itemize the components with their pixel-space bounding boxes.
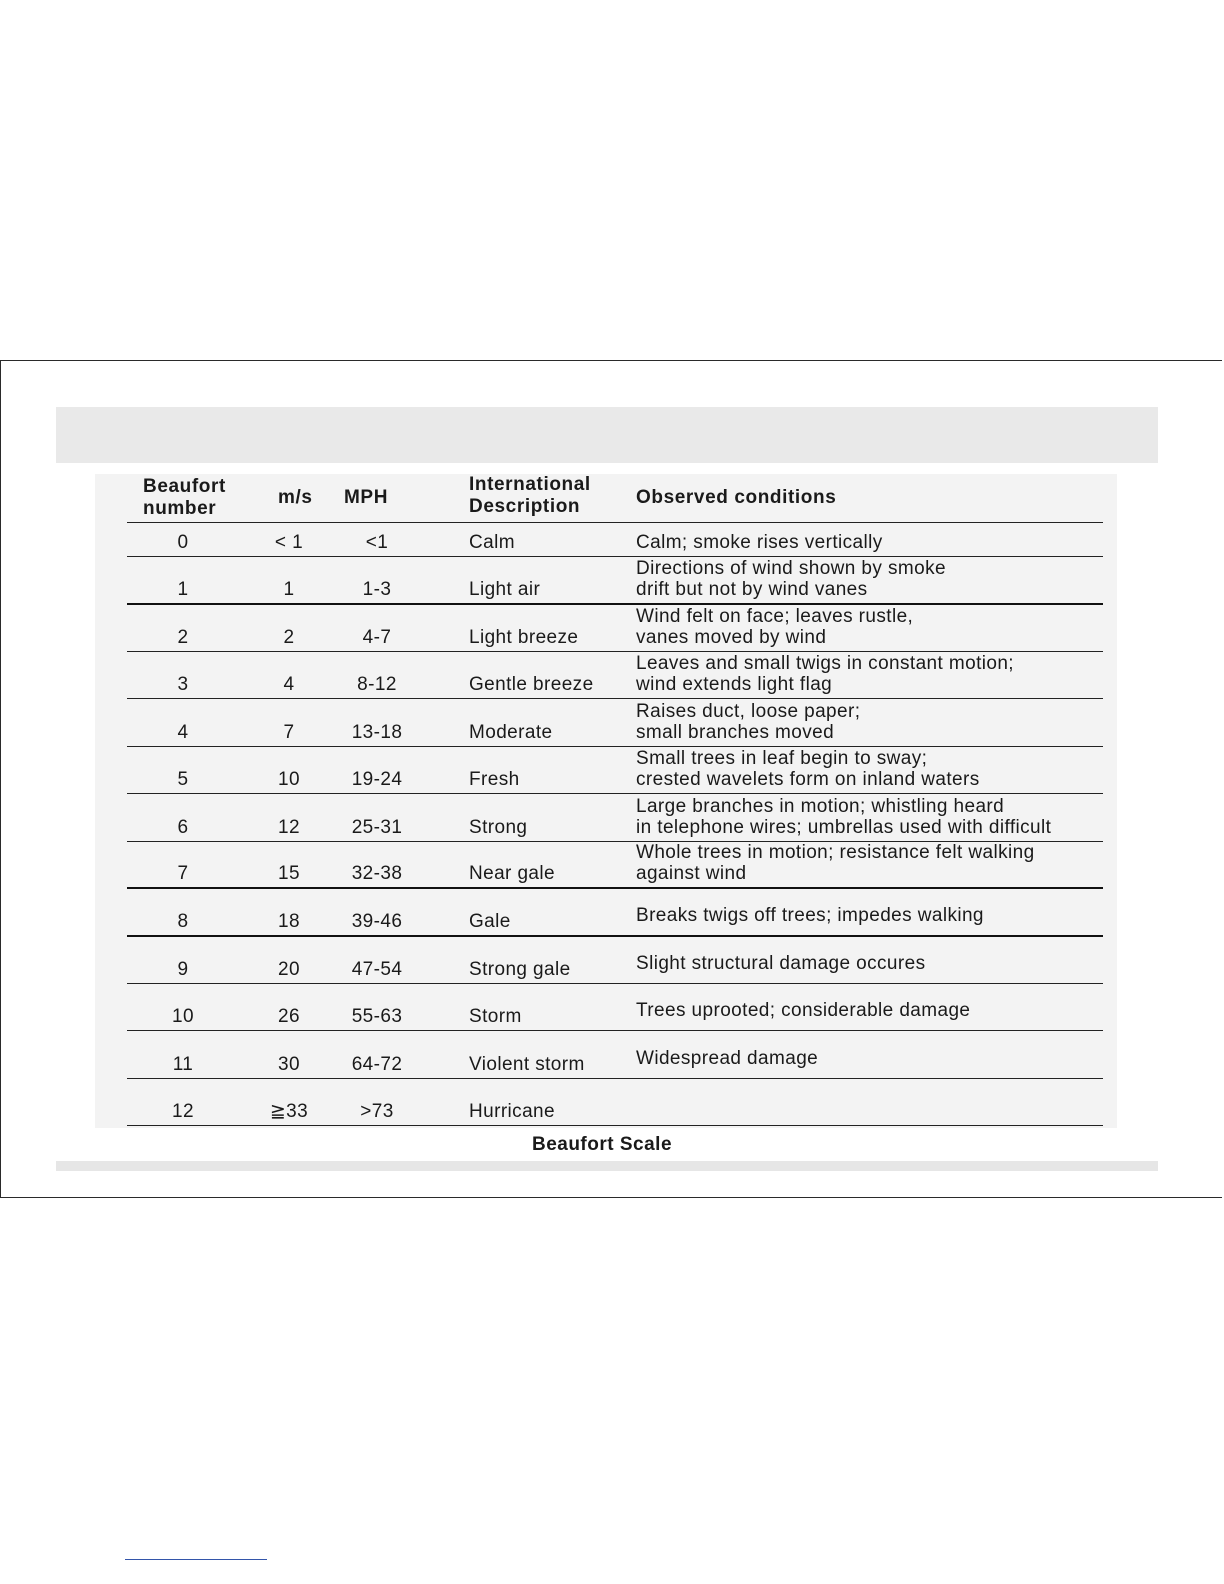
cell-ms: 18 (278, 911, 300, 932)
cell-ms: ≧33 (269, 1101, 309, 1122)
cell-description: Gale (469, 911, 511, 932)
cell-mph: 1-3 (362, 579, 392, 600)
header-observed-conditions: Observed conditions (636, 487, 837, 508)
cell-ms: 4 (283, 674, 295, 695)
cell-mph: <1 (365, 532, 389, 553)
table-row-1 (127, 558, 1103, 605)
cell-ms: 20 (278, 959, 300, 980)
cell-ms: < 1 (274, 532, 304, 553)
table-row-0 (127, 510, 1103, 557)
table-row-12 (127, 1079, 1103, 1126)
cell-beaufort-number: 10 (172, 1006, 194, 1027)
cell-description: Light air (469, 579, 541, 600)
cell-observed: Widespread damage (636, 1048, 819, 1069)
cell-description: Moderate (469, 722, 553, 743)
cell-description: Gentle breeze (469, 674, 594, 695)
cell-description: Near gale (469, 863, 555, 884)
table-row-10 (127, 984, 1103, 1031)
cell-mph: 47-54 (351, 959, 403, 980)
cell-beaufort-number: 6 (177, 817, 189, 838)
cell-ms: 15 (278, 863, 300, 884)
header-beaufort-line1: Beaufort (143, 476, 226, 497)
cell-description: Fresh (469, 769, 520, 790)
cell-beaufort-number: 9 (177, 959, 189, 980)
cell-ms: 10 (278, 769, 300, 790)
table-row-8 (127, 890, 1103, 937)
cell-observed: Breaks twigs off trees; impedes walking (636, 905, 984, 926)
cell-observed: Slight structural damage occures (636, 953, 926, 974)
cell-description: Violent storm (469, 1054, 585, 1075)
observed-line2: drift but not by wind vanes (636, 579, 868, 600)
observed-line1: Small trees in leaf begin to sway; (636, 748, 928, 769)
cell-description: Light breeze (469, 627, 579, 648)
footer-band (56, 1161, 1158, 1171)
cell-ms: 30 (278, 1054, 300, 1075)
header-intl-line1: International (469, 474, 591, 495)
observed-line1: Directions of wind shown by smoke (636, 558, 946, 579)
cell-observed: Trees uprooted; considerable damage (636, 1000, 971, 1021)
observed-line2: vanes moved by wind (636, 627, 827, 648)
cell-beaufort-number: 2 (177, 627, 189, 648)
cell-description: Strong gale (469, 959, 571, 980)
cell-mph: 55-63 (351, 1006, 403, 1027)
cell-description: Calm (469, 532, 515, 553)
cell-description: Strong (469, 817, 528, 838)
cell-beaufort-number: 12 (172, 1101, 194, 1122)
observed-line1: Raises duct, loose paper; (636, 701, 861, 722)
cell-mph: 32-38 (351, 863, 403, 884)
observed-line2: wind extends light flag (636, 674, 833, 695)
table-row-3 (127, 652, 1103, 699)
table-row-6 (127, 795, 1103, 842)
table-row-4 (127, 700, 1103, 747)
cell-mph: 39-46 (351, 911, 403, 932)
header-intl-line2: Description (469, 496, 581, 517)
cell-observed (636, 606, 913, 648)
cell-beaufort-number: 0 (177, 532, 189, 553)
cell-mph: >73 (360, 1101, 394, 1122)
cell-beaufort-number: 11 (172, 1054, 194, 1075)
cell-observed (636, 701, 860, 743)
cell-mph: 13-18 (351, 722, 403, 743)
cell-observed (636, 842, 1035, 884)
cell-observed (636, 796, 1051, 838)
table-row-11 (127, 1032, 1103, 1079)
cell-observed (636, 748, 980, 790)
bottom-link-underline (125, 1559, 267, 1560)
observed-line1: Wind felt on face; leaves rustle, (636, 606, 914, 627)
cell-observed (636, 558, 946, 600)
cell-mph: 4-7 (362, 627, 392, 648)
observed-line2: against wind (636, 863, 747, 884)
cell-beaufort-number: 1 (177, 579, 189, 600)
header-ms: m/s (278, 487, 313, 508)
header-mph: MPH (344, 487, 389, 508)
observed-line1: Large branches in motion; whistling heard (636, 796, 1005, 817)
cell-ms: 7 (283, 722, 295, 743)
cell-mph: 25-31 (351, 817, 403, 838)
table-row-2 (127, 605, 1103, 652)
table-row-9 (127, 937, 1103, 984)
cell-mph: 8-12 (357, 674, 397, 695)
header-band (56, 407, 1158, 463)
cell-beaufort-number: 4 (177, 722, 189, 743)
cell-ms: 12 (278, 817, 300, 838)
header-beaufort-line2: number (143, 498, 217, 519)
cell-beaufort-number: 3 (177, 674, 189, 695)
observed-line1: Leaves and small twigs in constant motion; (636, 653, 1014, 674)
cell-mph: 64-72 (351, 1054, 403, 1075)
cell-description: Hurricane (469, 1101, 555, 1122)
observed-line1: Whole trees in motion; resistance felt walking (636, 842, 1035, 863)
cell-beaufort-number: 8 (177, 911, 189, 932)
table-row-5 (127, 747, 1103, 794)
cell-ms: 1 (283, 579, 295, 600)
observed-line2: small branches moved (636, 722, 835, 743)
cell-observed (636, 653, 1014, 695)
cell-mph: 19-24 (351, 769, 403, 790)
cell-ms: 2 (283, 627, 295, 648)
table-row-7 (127, 842, 1103, 889)
cell-beaufort-number: 5 (177, 769, 189, 790)
cell-description: Storm (469, 1006, 522, 1027)
cell-beaufort-number: 7 (177, 863, 189, 884)
observed-line2: in telephone wires; umbrellas used with difficult (636, 817, 1052, 838)
cell-ms: 26 (278, 1006, 300, 1027)
cell-observed: Calm; smoke rises vertically (636, 532, 883, 553)
table-caption: Beaufort Scale (531, 1134, 673, 1155)
observed-line2: crested wavelets form on inland waters (636, 769, 980, 790)
